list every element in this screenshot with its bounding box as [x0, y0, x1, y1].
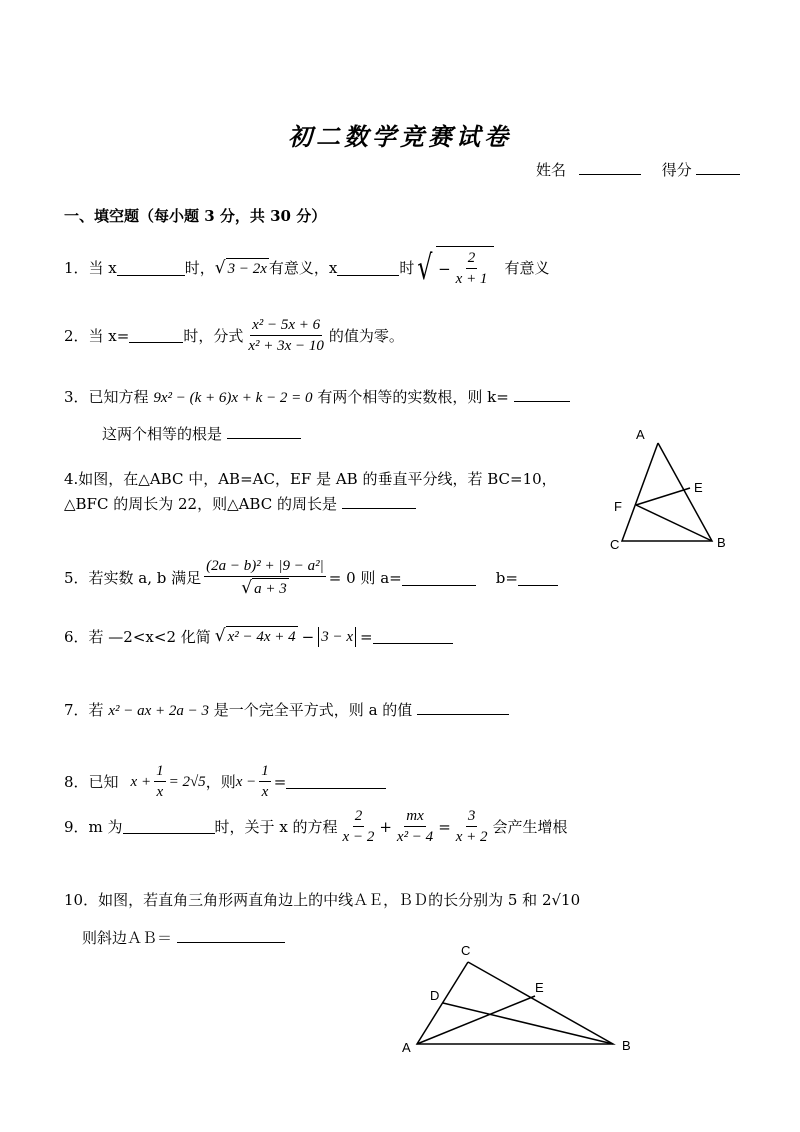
- q3-text: 3．已知方程: [64, 388, 149, 406]
- q7-text: 7．若: [64, 701, 104, 719]
- question-4-line2: [64, 494, 416, 514]
- q3-blank-1[interactable]: [514, 387, 570, 402]
- q1-blank-2[interactable]: [337, 261, 399, 276]
- q8-blank[interactable]: [286, 774, 386, 789]
- fig2-label-d: D: [430, 988, 440, 1003]
- q1-sqrt-frac: √ − $\frac{2}{x + 1}$: [414, 246, 494, 290]
- q2-text-3: 的值为零。: [328, 326, 404, 345]
- q5-text-3: b=: [495, 569, 518, 587]
- q1-text: 1．当 x: [64, 259, 117, 277]
- q9-text-2: 时，关于 x 的方程: [214, 817, 338, 836]
- score-label: 得分: [661, 161, 692, 179]
- question-10: 10．如图，若直角三角形两直角边上的中线ＡＥ，ＢＤ的长分别为 5 和 2√10: [64, 891, 581, 909]
- q4-blank[interactable]: [342, 494, 416, 509]
- question-8: 8．已知 x + $\frac{1}{x}$ = 2√5 ，则 x − $\frac{1}{x}$ =: [64, 762, 386, 801]
- q1-text-5: 有意义: [504, 259, 550, 277]
- question-9: 9．m 为 时，关于 x 的方程 $\frac{2}{x - 2}$ + $\frac{mx}{\text{x² − 4}}$ = $\frac{3}{x + 2}$ 会产生增根: [64, 808, 568, 845]
- score-blank[interactable]: [696, 160, 740, 175]
- q5-text-2: = 0 则 a=: [328, 569, 402, 587]
- name-blank[interactable]: [579, 160, 641, 175]
- question-6: 6．若 —2<x<2 化简 √ x² − 4x + 4 − 3 − x =: [64, 626, 453, 647]
- q2-text: 2．当 x=: [64, 326, 130, 345]
- q5-blank-a[interactable]: [402, 571, 476, 586]
- triangle-figure-1: [600, 425, 740, 555]
- q1-text-2: 时，: [184, 259, 215, 277]
- fig1-segment-fb: [636, 505, 712, 541]
- q5-text: 5．若实数 a, b 满足: [64, 569, 202, 587]
- fig2-label-c: C: [461, 943, 471, 958]
- q6-abs: 3 − x: [318, 627, 356, 647]
- fig1-segment-ef: [636, 488, 690, 505]
- question-3-line2: [102, 424, 301, 444]
- question-2: [64, 316, 404, 355]
- q7-blank[interactable]: [417, 700, 509, 715]
- section-heading: 一、填空题（每小题 3 分，共 30 分）: [64, 207, 327, 225]
- q3-equation: 9x² − (k + 6)x + k − 2 = 0: [153, 390, 313, 406]
- header-info: [536, 160, 740, 180]
- q2-text-2: 时，分式: [183, 326, 244, 345]
- fig2-segment-ae: [417, 996, 535, 1044]
- fig2-label-a: A: [402, 1040, 411, 1055]
- q6-sqrt: √ x² − 4x + 4: [214, 626, 296, 646]
- q3-text-3: 这两个相等的根是: [102, 425, 223, 443]
- question-1: [64, 246, 549, 290]
- question-7: [64, 700, 509, 721]
- fig2-label-e: E: [535, 980, 544, 995]
- q10-text-2: 则斜边ＡＢ＝: [82, 929, 173, 947]
- q7-text-2: 是一个完全平方式，则 a 的值: [213, 701, 413, 719]
- fig2-label-b: B: [622, 1038, 631, 1053]
- q1-text-4: 时: [399, 259, 415, 277]
- q8-text-2: ，则: [205, 772, 236, 791]
- page-title: 初二数学竞赛试卷: [288, 122, 512, 151]
- q5-blank-b[interactable]: [518, 571, 558, 586]
- fig1-label-b: B: [717, 535, 726, 550]
- name-label: 姓名: [536, 161, 567, 179]
- question-10-line2: [82, 928, 285, 948]
- fig1-label-a: A: [636, 427, 645, 442]
- q4-text-2: △BFC 的周长为 22，则△ABC 的周长是: [64, 495, 337, 513]
- q3-text-2: 有两个相等的实数根，则 k=: [317, 388, 509, 406]
- question-3: [64, 387, 570, 408]
- q9-blank[interactable]: [123, 819, 215, 834]
- fig1-label-e: E: [694, 480, 703, 495]
- q6-blank[interactable]: [373, 629, 453, 644]
- q2-blank[interactable]: [129, 328, 183, 343]
- q9-text: 9．m 为: [64, 817, 123, 836]
- q8-text: 8．已知: [64, 772, 119, 791]
- q2-fraction: $\frac{\text{x² − 5x + 6}}{\text{x² + 3x − 10}}$: [248, 317, 324, 354]
- q5-fraction: (2a − b)² + |9 − a²| √ a + 3: [206, 558, 324, 598]
- q10-blank[interactable]: [177, 928, 285, 943]
- fig1-label-f: F: [614, 499, 622, 514]
- q1-blank-1[interactable]: [117, 261, 185, 276]
- q3-blank-2[interactable]: [227, 424, 301, 439]
- fig1-label-c: C: [610, 537, 620, 552]
- triangle-figure-2: [395, 940, 645, 1060]
- q7-expr: x² − ax + 2a − 3: [108, 703, 210, 719]
- q9-text-3: 会产生增根: [492, 817, 568, 836]
- question-5: [64, 557, 558, 599]
- q1-sqrt: √ 3 − 2x: [214, 257, 267, 278]
- q1-text-3: 有意义，x: [268, 259, 338, 277]
- question-4: 4.如图，在△ABC 中，AB=AC，EF 是 AB 的垂直平分线，若 BC=10，: [64, 470, 557, 488]
- q6-text: 6．若 —2<x<2 化简: [64, 627, 211, 646]
